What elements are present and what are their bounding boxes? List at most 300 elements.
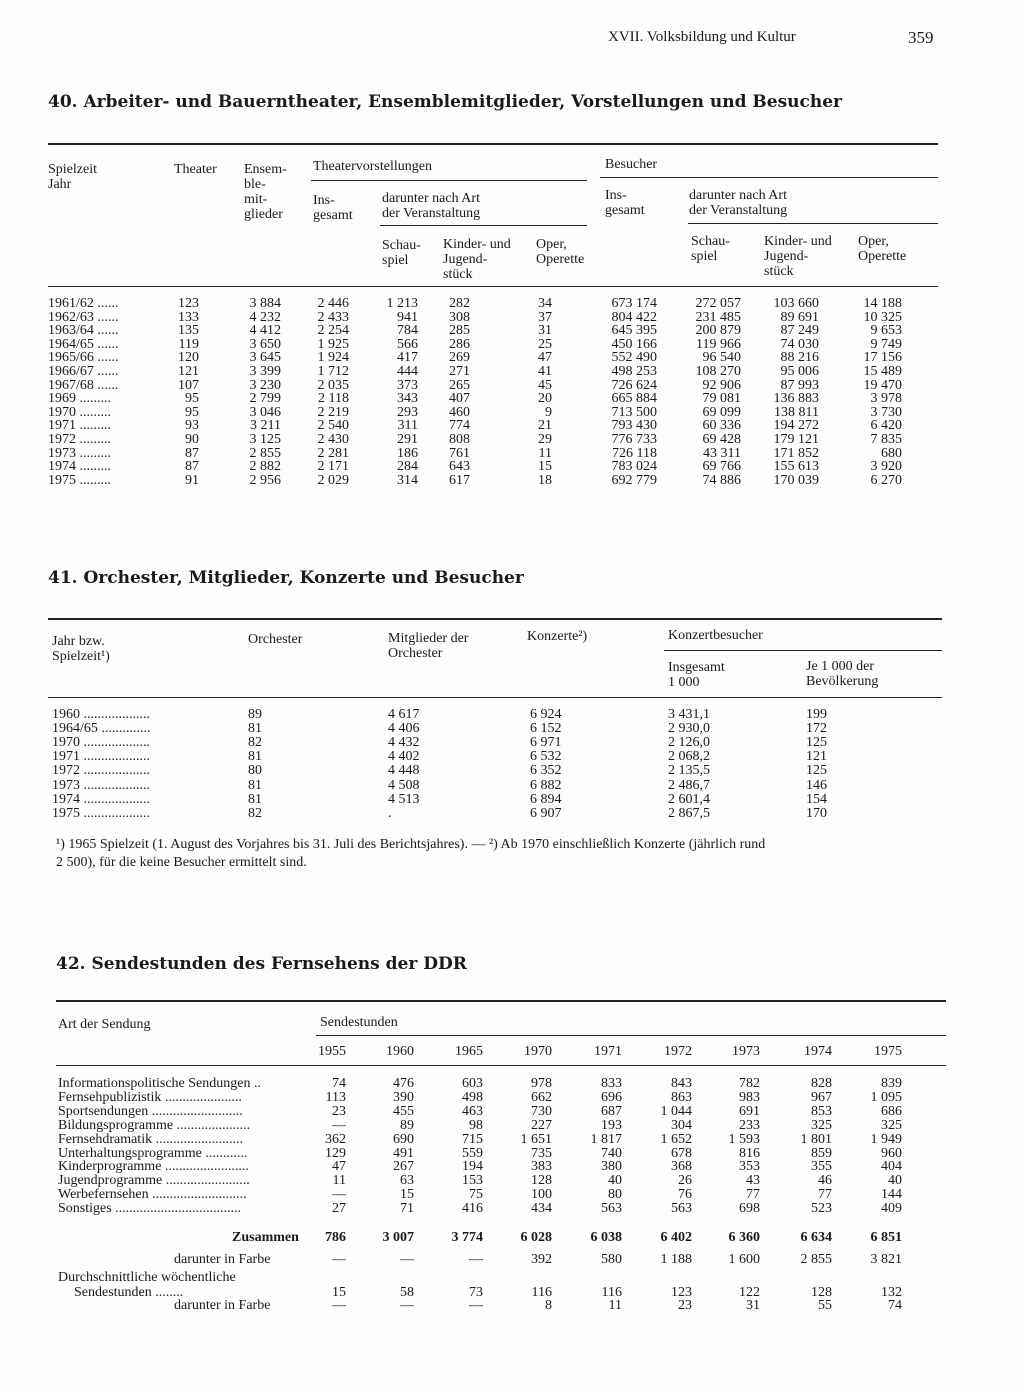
table-cell: 73 <box>469 1285 483 1300</box>
table-cell: 2 135,5 <box>668 763 710 779</box>
table-cell: 325 <box>881 1117 902 1133</box>
table-cell: 6 360 <box>728 1230 760 1245</box>
table-cell: 1 712 <box>317 364 349 379</box>
table-cell: 3 046 <box>249 404 281 420</box>
table-cell: 87 <box>185 459 199 475</box>
table-cell: 81 <box>248 749 262 765</box>
table-cell: 14 188 <box>863 296 902 311</box>
table-cell: 523 <box>811 1201 832 1217</box>
row-label: 1960 ................... <box>52 707 150 722</box>
col-header-oper: Oper, Operette <box>536 237 585 267</box>
col-header-year: 1972 <box>664 1044 692 1059</box>
row-label: 1973 ................... <box>52 777 150 793</box>
table-cell: 645 395 <box>611 323 657 339</box>
table-cell: 715 <box>462 1131 483 1147</box>
footnote-line-1: ¹) 1965 Spielzeit (1. August des Vorjahres bis 31. Juli des Berichtsjahres). — ²) Ab 1970 einschließlich Konzerte (jährlich rund <box>56 837 766 852</box>
table-cell: 580 <box>601 1252 622 1267</box>
table-cell: 119 966 <box>696 336 741 352</box>
table-cell: 304 <box>671 1117 692 1133</box>
col-header-b-oper: Oper, Operette <box>858 234 907 264</box>
col-header-kinder: Kinder- und Jugend- stück <box>443 237 511 282</box>
table-cell: 786 <box>325 1230 346 1245</box>
table-cell: 1 095 <box>870 1089 902 1105</box>
table-cell: 2 219 <box>317 404 349 420</box>
table-cell: 194 272 <box>773 418 819 434</box>
table-cell: 6 402 <box>660 1230 692 1245</box>
table-cell: 11 <box>608 1298 622 1313</box>
table-cell: 941 <box>397 309 418 325</box>
col-header-year: 1971 <box>594 1044 622 1059</box>
table-cell: 37 <box>538 309 552 325</box>
table-cell: 2 855 <box>800 1252 832 1267</box>
col-header-tv-total: Ins- gesamt <box>313 193 353 223</box>
table-cell: 967 <box>811 1089 832 1105</box>
table-cell: 194 <box>462 1159 483 1175</box>
table-cell: 6 971 <box>530 735 562 751</box>
table-cell: 383 <box>531 1159 552 1175</box>
table-cell: 774 <box>449 418 470 434</box>
table-cell: 2 171 <box>317 459 349 475</box>
table-cell: 107 <box>178 377 199 393</box>
row-label: 1963/64 ...... <box>48 323 119 339</box>
table-cell: 311 <box>397 418 418 434</box>
table-cell: — <box>332 1187 346 1203</box>
table-cell: 40 <box>888 1173 902 1189</box>
table-cell: 81 <box>248 721 262 737</box>
table-cell: 713 500 <box>611 404 657 420</box>
table-cell: 89 <box>400 1117 414 1133</box>
table-cell: 265 <box>449 377 470 393</box>
table-cell: 434 <box>531 1201 552 1217</box>
row-label: Durchschnittliche wöchentliche <box>58 1270 236 1285</box>
table-cell: 80 <box>608 1187 622 1203</box>
table-cell: 2 867,5 <box>668 805 710 821</box>
table-cell: 463 <box>462 1103 483 1119</box>
table-cell: 491 <box>393 1145 414 1161</box>
table-cell: 863 <box>671 1089 692 1105</box>
row-label: 1961/62 ...... <box>48 296 119 311</box>
table-cell: 231 485 <box>695 309 741 325</box>
table-cell: 6 882 <box>530 777 562 793</box>
table-cell: 407 <box>449 391 470 407</box>
table-cell: 1 925 <box>317 336 349 352</box>
table-cell: 89 <box>248 707 262 722</box>
table-cell: 98 <box>469 1117 483 1133</box>
table-cell: 21 <box>538 418 552 434</box>
table-cell: 690 <box>393 1131 414 1147</box>
table-cell: 293 <box>397 404 418 420</box>
table-cell: 34 <box>538 296 552 311</box>
table-cell: 2 446 <box>317 296 349 311</box>
table-cell: 3 007 <box>382 1230 414 1245</box>
table-cell: 74 <box>888 1298 902 1313</box>
table-cell: 4 432 <box>388 735 420 751</box>
table-cell: 79 081 <box>702 391 741 407</box>
table-cell: 563 <box>671 1201 692 1217</box>
col-header-theatervorstellungen: Theatervorstellungen <box>313 159 432 174</box>
table-cell: 409 <box>881 1201 902 1217</box>
row-label: 1970 ......... <box>48 404 111 420</box>
table-cell: 6 038 <box>590 1230 622 1245</box>
col-header-tv-darunter: darunter nach Art der Veranstaltung <box>382 191 481 221</box>
table-cell: 108 270 <box>695 364 741 379</box>
table-cell: 4 402 <box>388 749 420 765</box>
table-cell: 91 <box>185 472 199 488</box>
table-cell: 2 882 <box>249 459 281 475</box>
table-cell: 839 <box>881 1076 902 1091</box>
table-cell: 81 <box>248 791 262 807</box>
table-cell: 96 540 <box>702 350 741 366</box>
table-cell: 665 884 <box>611 391 657 407</box>
table-cell: 88 216 <box>780 350 819 366</box>
row-label: darunter in Farbe <box>174 1298 271 1313</box>
table-cell: 460 <box>449 404 470 420</box>
table-cell: 843 <box>671 1076 692 1091</box>
table-cell: 392 <box>531 1252 552 1267</box>
table-cell: 171 852 <box>773 445 819 461</box>
table-cell: 15 <box>538 459 552 475</box>
table-cell: 31 <box>746 1298 760 1313</box>
table-cell: 784 <box>397 323 418 339</box>
table-cell: 69 428 <box>702 432 741 447</box>
table-cell: 1 949 <box>870 1131 902 1147</box>
table-cell: 27 <box>332 1201 346 1217</box>
row-label: 1974 ................... <box>52 791 150 807</box>
table-cell: 2 029 <box>317 472 349 488</box>
table-cell: 271 <box>449 364 470 379</box>
table-cell: 172 <box>806 721 827 737</box>
table-cell: 730 <box>531 1103 552 1119</box>
table-cell: 89 691 <box>780 309 819 325</box>
table-cell: 95 006 <box>780 364 819 379</box>
table-rule <box>664 650 942 651</box>
table-cell: — <box>332 1298 346 1313</box>
table-cell: 2 430 <box>317 432 349 447</box>
col-header-year: Jahr bzw. Spielzeit¹) <box>52 634 110 664</box>
table-cell: 1 651 <box>520 1131 552 1147</box>
table-cell: 1 600 <box>728 1252 760 1267</box>
table-cell: 1 188 <box>660 1252 692 1267</box>
table-cell: 135 <box>178 323 199 339</box>
table-cell: 1 593 <box>728 1131 760 1147</box>
col-header-bes-darunter: darunter nach Art der Veranstaltung <box>689 188 788 218</box>
table-cell: 103 660 <box>773 296 819 311</box>
table-rule <box>311 180 587 181</box>
table-cell: 95 <box>185 404 199 420</box>
table-cell: 2 601,4 <box>668 791 710 807</box>
table-cell: 267 <box>393 1159 414 1175</box>
table-cell: 125 <box>806 735 827 751</box>
table-cell: 43 <box>746 1173 760 1189</box>
running-header: XVII. Volksbildung und Kultur <box>608 29 796 45</box>
table-cell: 662 <box>531 1089 552 1105</box>
table-cell: 47 <box>538 350 552 366</box>
table-cell: 133 <box>178 309 199 325</box>
table-cell: 686 <box>881 1103 902 1119</box>
table-cell: 269 <box>449 350 470 366</box>
table-cell: 740 <box>601 1145 622 1161</box>
col-header-kb-total: Insgesamt 1 000 <box>668 660 725 690</box>
table-40-title: 40. Arbeiter- und Bauerntheater, Ensemblemitglieder, Vorstellungen und Besucher <box>48 92 843 112</box>
table-rule <box>56 1065 946 1066</box>
table-cell: 47 <box>332 1159 346 1175</box>
table-cell: 859 <box>811 1145 832 1161</box>
table-cell: — <box>332 1117 346 1133</box>
row-label: 1971 ................... <box>52 749 150 765</box>
table-cell: 978 <box>531 1076 552 1091</box>
table-cell: 282 <box>449 296 470 311</box>
table-cell: 563 <box>601 1201 622 1217</box>
table-cell: 87 993 <box>780 377 819 393</box>
col-header-year: 1970 <box>524 1044 552 1059</box>
table-cell: 60 336 <box>702 418 741 434</box>
table-cell: 2 799 <box>249 391 281 407</box>
table-cell: 343 <box>397 391 418 407</box>
table-cell: 74 030 <box>780 336 819 352</box>
table-cell: 4 232 <box>249 309 281 325</box>
table-cell: 6 352 <box>530 763 562 779</box>
table-cell: 90 <box>185 432 199 447</box>
row-label: 1972 ................... <box>52 763 150 779</box>
table-cell: 325 <box>811 1117 832 1133</box>
table-cell: 3 230 <box>249 377 281 393</box>
table-cell: 2 930,0 <box>668 721 710 737</box>
table-cell: 3 399 <box>249 364 281 379</box>
table-cell: 200 879 <box>695 323 741 339</box>
col-header-year: Spielzeit Jahr <box>48 162 97 192</box>
table-cell: — <box>469 1298 483 1313</box>
table-cell: 776 733 <box>611 432 657 447</box>
table-cell: 113 <box>325 1089 346 1105</box>
table-cell: 19 470 <box>863 377 902 393</box>
table-41-title: 41. Orchester, Mitglieder, Konzerte und Besucher <box>48 568 524 588</box>
table-cell: 15 <box>400 1187 414 1203</box>
row-label: 1965/66 ...... <box>48 350 119 366</box>
table-cell: 314 <box>397 472 418 488</box>
table-cell: 93 <box>185 418 199 434</box>
table-cell: 6 270 <box>870 472 902 488</box>
table-cell: 816 <box>739 1145 760 1161</box>
table-cell: 291 <box>397 432 418 447</box>
col-header-konzertbesucher: Konzertbesucher <box>668 628 763 643</box>
table-cell: 6 152 <box>530 721 562 737</box>
table-rule <box>688 223 938 224</box>
table-cell: 18 <box>538 472 552 488</box>
col-header-b-schauspiel: Schau- spiel <box>691 234 730 264</box>
table-42-title: 42. Sendestunden des Fernsehens der DDR <box>56 954 467 974</box>
row-label: 1975 ......... <box>48 472 111 488</box>
table-cell: 11 <box>538 445 552 461</box>
table-cell: 119 <box>178 336 199 352</box>
table-cell: 353 <box>739 1159 760 1175</box>
table-cell: 559 <box>462 1145 483 1161</box>
table-cell: 3 978 <box>870 391 902 407</box>
row-label: 1967/68 ...... <box>48 377 119 393</box>
table-cell: 10 325 <box>863 309 902 325</box>
row-label: Werbefernsehen ........................... <box>58 1187 247 1203</box>
table-cell: 404 <box>881 1159 902 1175</box>
table-cell: 58 <box>400 1285 414 1300</box>
table-cell: 4 406 <box>388 721 420 737</box>
col-header-ensemble: Ensem- ble- mit- glieder <box>244 162 287 222</box>
table-cell: 833 <box>601 1076 622 1091</box>
table-cell: 3 821 <box>870 1252 902 1267</box>
table-cell: 128 <box>531 1173 552 1189</box>
table-cell: 3 125 <box>249 432 281 447</box>
table-cell: 1 044 <box>660 1103 692 1119</box>
col-header-year: 1974 <box>804 1044 832 1059</box>
col-header-mitglieder: Mitglieder der Orchester <box>388 631 469 661</box>
row-label: Zusammen <box>232 1230 299 1245</box>
col-header-besucher: Besucher <box>605 157 658 172</box>
footnote-line-2: 2 500), für die keine Besucher ermittelt sind. <box>56 855 307 870</box>
col-header-year: 1955 <box>318 1044 346 1059</box>
row-label: 1966/67 ...... <box>48 364 119 379</box>
table-cell: 29 <box>538 432 552 447</box>
table-cell: 566 <box>397 336 418 352</box>
table-cell: 155 613 <box>773 459 819 475</box>
table-cell: 6 420 <box>870 418 902 434</box>
col-header-year: 1960 <box>386 1044 414 1059</box>
table-rule <box>600 177 938 178</box>
table-cell: 129 <box>325 1145 346 1161</box>
table-cell: 2 035 <box>317 377 349 393</box>
table-cell: 696 <box>601 1089 622 1105</box>
table-cell: 138 811 <box>774 404 819 420</box>
col-header-theater: Theater <box>174 162 217 177</box>
row-label: Sportsendungen .......................... <box>58 1103 243 1119</box>
table-cell: 15 489 <box>863 364 902 379</box>
table-cell: 77 <box>818 1187 832 1203</box>
table-cell: 804 422 <box>611 309 657 325</box>
row-label: Fernsehpublizistik ...................... <box>58 1089 242 1105</box>
table-cell: 983 <box>739 1089 760 1105</box>
row-label: 1971 ......... <box>48 418 111 434</box>
table-cell: 735 <box>531 1145 552 1161</box>
row-label: Sendestunden ........ <box>74 1285 184 1300</box>
table-cell: 144 <box>881 1187 902 1203</box>
table-cell: 726 624 <box>611 377 657 393</box>
table-cell: 2 254 <box>317 323 349 339</box>
table-cell: 125 <box>806 763 827 779</box>
table-cell: 416 <box>462 1201 483 1217</box>
table-cell: 69 099 <box>702 404 741 420</box>
table-cell: 123 <box>178 296 199 311</box>
table-cell: — <box>400 1298 414 1313</box>
table-cell: 828 <box>811 1076 832 1091</box>
table-cell: 355 <box>811 1159 832 1175</box>
table-cell: 132 <box>881 1285 902 1300</box>
table-cell: 25 <box>538 336 552 352</box>
table-cell: 31 <box>538 323 552 339</box>
row-label: 1975 ................... <box>52 805 150 821</box>
row-label: 1962/63 ...... <box>48 309 119 325</box>
table-cell: 80 <box>248 763 262 779</box>
page-number: 359 <box>908 28 934 47</box>
table-cell: 121 <box>178 364 199 379</box>
table-cell: 82 <box>248 805 262 821</box>
table-cell: 284 <box>397 459 418 475</box>
table-cell: 23 <box>678 1298 692 1313</box>
table-cell: 272 057 <box>695 296 741 311</box>
table-cell: 726 118 <box>612 445 657 461</box>
table-cell: 120 <box>178 350 199 366</box>
table-cell: 782 <box>739 1076 760 1091</box>
table-cell: — <box>469 1252 483 1267</box>
table-cell: 121 <box>806 749 827 765</box>
col-header-year: 1965 <box>455 1044 483 1059</box>
row-label: Sonstiges .................................... <box>58 1201 242 1217</box>
table-cell: 643 <box>449 459 470 475</box>
table-cell: 87 249 <box>780 323 819 339</box>
table-cell: 698 <box>739 1201 760 1217</box>
table-rule <box>48 697 942 698</box>
table-cell: 603 <box>462 1076 483 1091</box>
col-header-kb-per: Je 1 000 der Bevölkerung <box>806 659 879 689</box>
table-cell: 154 <box>806 791 827 807</box>
table-cell: 3 431,1 <box>668 707 710 722</box>
table-cell: 116 <box>531 1285 552 1300</box>
table-cell: 17 156 <box>863 350 902 366</box>
row-label: 1974 ......... <box>48 459 111 475</box>
table-cell: 6 851 <box>870 1230 902 1245</box>
row-label: Bildungsprogramme ..................... <box>58 1117 251 1133</box>
table-cell: 3 920 <box>870 459 902 475</box>
table-cell: 71 <box>400 1201 414 1217</box>
table-cell: 8 <box>545 1298 552 1313</box>
table-cell: 691 <box>739 1103 760 1119</box>
table-cell: 373 <box>397 377 418 393</box>
table-cell: 6 924 <box>530 707 562 722</box>
table-cell: 680 <box>881 445 902 461</box>
table-cell: 233 <box>739 1117 760 1133</box>
table-cell: 123 <box>671 1285 692 1300</box>
col-header-art: Art der Sendung <box>58 1017 151 1032</box>
table-cell: 783 024 <box>611 459 657 475</box>
table-rule <box>48 286 938 287</box>
table-cell: 2 855 <box>249 445 281 461</box>
table-cell: 417 <box>397 350 418 366</box>
table-cell: 128 <box>811 1285 832 1300</box>
table-cell: 1 652 <box>660 1131 692 1147</box>
table-rule <box>380 225 587 226</box>
table-cell: 2 433 <box>317 309 349 325</box>
row-label: 1973 ......... <box>48 445 111 461</box>
table-cell: 186 <box>397 445 418 461</box>
table-cell: 6 634 <box>800 1230 832 1245</box>
table-cell: 444 <box>397 364 418 379</box>
col-header-schauspiel: Schau- spiel <box>382 238 421 268</box>
table-cell: 6 532 <box>530 749 562 765</box>
table-cell: 100 <box>531 1187 552 1203</box>
table-cell: 308 <box>449 309 470 325</box>
table-cell: 2 486,7 <box>668 777 710 793</box>
table-cell: 9 749 <box>870 336 902 352</box>
row-label: Jugendprogramme ........................ <box>58 1173 250 1189</box>
table-cell: 2 281 <box>317 445 349 461</box>
table-cell: 7 835 <box>870 432 902 447</box>
table-cell: 761 <box>449 445 470 461</box>
col-header-orchester: Orchester <box>248 632 303 647</box>
table-cell: 673 174 <box>611 296 657 311</box>
table-cell: 362 <box>325 1131 346 1147</box>
row-label: 1964/65 ...... <box>48 336 119 352</box>
table-cell: 136 883 <box>773 391 819 407</box>
table-cell: 1 924 <box>317 350 349 366</box>
table-cell: — <box>400 1252 414 1267</box>
table-cell: 678 <box>671 1145 692 1161</box>
table-cell: 6 907 <box>530 805 562 821</box>
